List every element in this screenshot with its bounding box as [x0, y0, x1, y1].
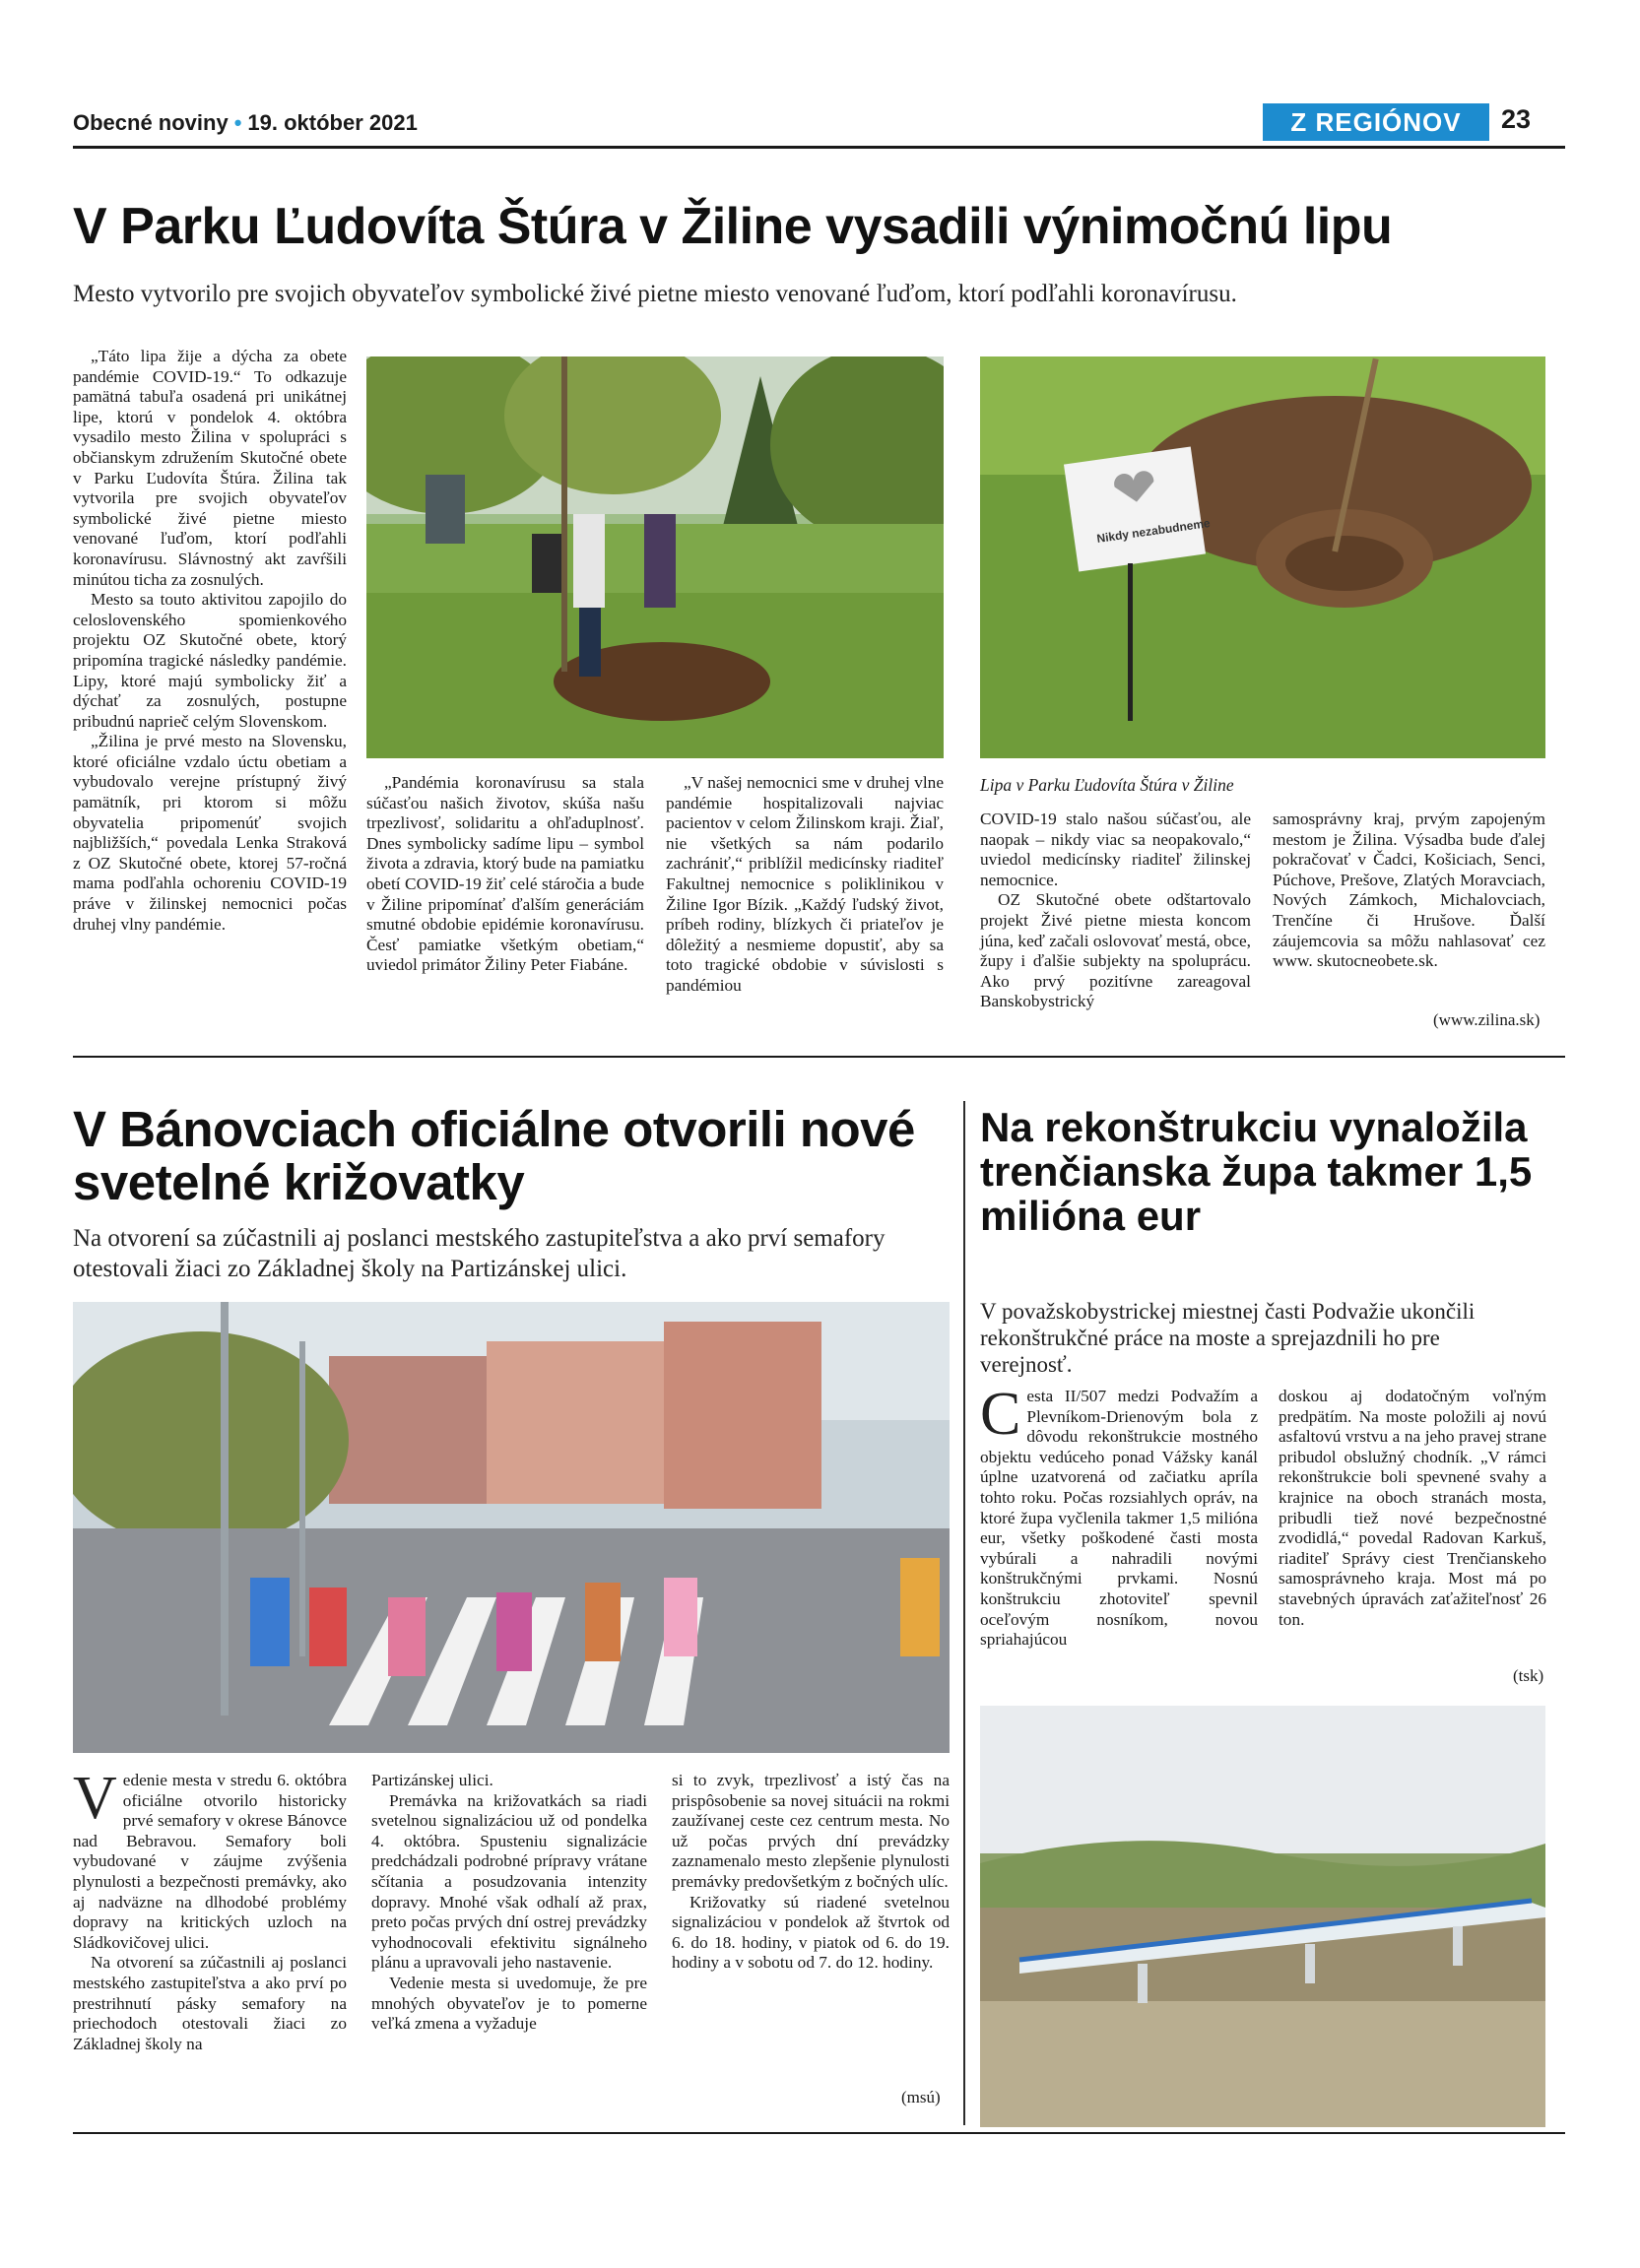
- header-rule: [73, 146, 1565, 149]
- article-banovce-lead: Na otvorení sa zúčastnili aj poslanci mestského zastupiteľstva a ako prví semafory otestovali žiaci zo Základnej školy na Partizánskej ulici.: [73, 1225, 886, 1282]
- paragraph: Križovatky sú riadené svetelnou signalizáciou v pondelok až štvrtok od 6. do 18. hodiny, v piatok od 6. do 19. hodiny a v sobotu od 7. do 12. hodiny.: [672, 1892, 950, 1973]
- article-lipa-column-2: [366, 773, 644, 976]
- article-lipa-column-3: [666, 773, 944, 997]
- dropcap: V: [73, 1765, 117, 1832]
- separator-dot: •: [233, 110, 242, 135]
- photo-pedestrian-crossing: [73, 1302, 950, 1753]
- article-trencin-source: (tsk): [1513, 1666, 1544, 1685]
- paragraph: Partizánskej ulici.: [371, 1771, 493, 1789]
- section-badge: Z REGIÓNOV: [1263, 103, 1489, 141]
- article-banovce-column-2: [371, 1771, 647, 2035]
- article-trencin-title: Na rekonštrukciu vynaložila trenčianska župa takmer 1,5 milióna eur: [980, 1104, 1533, 1239]
- page-number: 23: [1501, 104, 1532, 134]
- dropcap: C: [980, 1381, 1021, 1448]
- article-lipa-column-1: [73, 347, 347, 935]
- article-lipa-column-5: [1273, 810, 1545, 972]
- page-header-publication: [73, 110, 418, 136]
- paragraph: si to zvyk, trpezlivosť a istý čas na prispôsobenie sa novej situácii na rokmi zaužívanej ceste cez centrum mesta. No už počas prvých dní prevádzky zaznamenalo mesto zlepšenie plynulosti premávky predovšetkým z bočných ulíc.: [672, 1771, 950, 1891]
- plaque-text: Nikdy nezabudneme: [1095, 515, 1212, 547]
- article-lipa-title: V Parku Ľudovíta Štúra v Žiline vysadili výnimočnú lipu: [73, 198, 1393, 255]
- column-divider: [963, 1101, 965, 2125]
- footer-rule: [73, 2132, 1565, 2134]
- article-banovce-title: V Bánovciach oficiálne otvorili nové svetelné križovatky: [73, 1101, 915, 1210]
- paragraph: OZ Skutočné obete odštartovalo projekt Živé pietne miesta koncom júna, keď začali oslovovať mestá, obce, župy i ďalšie subjekty na spoluprácu. Ako prvý pozitívne zareagoval Banskobystrický: [980, 890, 1251, 1011]
- paragraph: „Pandémia koronavírusu sa stala súčasťou našich životov, skúša našu trpezlivosť, solidaritu a ohľaduplnosť. Dnes symbolicky sadíme lipu – symbol života a zdravia, ktorý bude na pamiatku obetí COVID-19 žiť celé stáročia a bude v Žiline pripomínať ďalším generáciám smutné obdobie epidémie koronavírusu. Česť pamiatke všetkým obetiam,“ uviedol primátor Žiliny Peter Fiabáne.: [366, 773, 644, 975]
- article-lipa-column-4: [980, 810, 1251, 1012]
- paragraph: „V našej nemocnici sme v druhej vlne pandémie hospitalizovali najviac pacientov v celom Žilinskom kraji. Žiaľ, nie všetkých sa nám podarilo zachrániť,“ priblížil medicínsky riaditeľ Fakultnej nemocnice s poliklinikou v Žiline Igor Bízik. „Každý ľudský život, príbeh rodiny, blízkych či priateľov je dôležitý a nesmieme dopustiť, aby sa toto tragické obdobie v súvislosti s pandémiou: [666, 773, 944, 995]
- paragraph: „Žilina je prvé mesto na Slovensku, ktoré oficiálne vzdalo úctu obetiam a vybudovalo verejne prístupný živý pamätník, pri ktorom si môžu obyvatelia pripomenúť svojich najbližších,“ povedala Lenka Straková z OZ Skutočné obete, ktorej 57-ročná mama podľahla ochoreniu COVID-19 práve v žilinskej nemocnici počas druhej vlny pandémie.: [73, 732, 347, 934]
- article-lipa-source: (www.zilina.sk): [1433, 1010, 1541, 1029]
- photo-tree-planting: [366, 356, 944, 758]
- paragraph: samosprávny kraj, prvým zapojeným mestom je Žilina. Výsadba bude ďalej pokračovať v Čadci, Košiciach, Senci, Púchove, Prešove, Zlatých Moravciach, Nových Zámkoch, Michalovciach, Trenčíne či Hrušove. Ďalší záujemcovia sa môžu nahlasovať cez www. skutocneobete.sk.: [1273, 810, 1545, 971]
- photo-caption: Lipa v Parku Ľudovíta Štúra v Žiline: [980, 775, 1234, 795]
- article-trencin-lead: V považskobystrickej miestnej časti Podvažie ukončili rekonštrukčné práce na moste a sprejazdnili ho pre verejnosť.: [980, 1299, 1476, 1377]
- article-trencin-column-1: [980, 1381, 1258, 1651]
- photo-bridge: [980, 1706, 1545, 2127]
- photo-memorial-plaque: [980, 356, 1545, 758]
- paragraph: COVID-19 stalo našou súčasťou, ale naopak – nikdy viac sa neopakovalo,“ uviedol medicínsky riaditeľ žilinskej nemocnice.: [980, 810, 1251, 889]
- paragraph: Vedenie mesta si uvedomuje, že pre mnohých obyvateľov je to pomerne veľká zmena a vyžaduje: [371, 1973, 647, 2034]
- paragraph: Mesto sa touto aktivitou zapojilo do celoslovenského spomienkového projektu OZ Skutočné obete, ktorý pripomína tragické následky pandémie. Lipy, ktoré majú symbolicky žiť a dýchať za zosnulých, postupne pribudnú naprieč celým Slovenskom.: [73, 590, 347, 731]
- paragraph: edenie mesta v stredu 6. októbra oficiálne otvorilo historicky prvé semafory v okrese Bánovce nad Bebravou. Semafory boli vybudované v záujme zvýšenia plynulosti a bezpečnosti premávky, ako aj nadväzne na dlhodobé problémy dopravy na kritických uzloch na Sládkovičovej ulici.: [73, 1771, 347, 1952]
- paragraph: doskou aj dodatočným voľným predpätím. Na moste položili aj novú asfaltovú vrstvu a na jeho pravej strane pribudol obslužný chodník. „V rámci rekonštrukcie boli spevnené svahy a krajnice na oboch stranách mosta, pribudli tiež nové bezpečnostné zvodidlá,“ povedal Radovan Karkuš, riaditeľ Správy ciest Trenčianskeho samosprávneho kraja. Most má po stavebných úpravách zaťažiteľnosť 26 ton.: [1279, 1387, 1546, 1629]
- paragraph: Premávka na križovatkách sa riadi svetelnou signalizáciou už od pondelka 4. októbra. Spusteniu signalizácie predchádzali podrobné prípravy vrátane sčítania a posudzovania intenzity dopravy. Mnohé však odhalí až prax, preto počas prvých dní ostrej prevádzky vyhodnocovali efektivitu signálneho plánu a upravovali jeho nastavenie.: [371, 1790, 647, 1973]
- issue-date: 19. október 2021: [247, 110, 418, 135]
- paragraph: „Táto lipa žije a dýcha za obete pandémie COVID-19.“ To odkazuje pamätná tabuľa osadená pri unikátnej lipe, ktorú v pondelok 4. októbra vysadilo mesto Žilina v spolupráci s občianskym združením Skutočné obete v Parku Ľudovíta Štúra. Žilina tak vytvorila pre svojich obyvateľov symbolické živé pietne miesto venované ľuďom, ktorí podľahli koronavírusu. Slávnostný akt zavŕšili minútou ticha za zosnulých.: [73, 347, 347, 589]
- article-trencin-column-2: [1279, 1387, 1546, 1630]
- article-banovce-source: (msú): [901, 2088, 941, 2106]
- article-banovce-column-1: [73, 1765, 347, 2054]
- article-divider-rule: [73, 1056, 1565, 1058]
- article-lipa-lead: Mesto vytvorilo pre svojich obyvateľov symbolické živé pietne miesto venované ľuďom, ktorí podľahli koronavírusu.: [73, 281, 1237, 307]
- article-banovce-column-3: [672, 1771, 950, 1974]
- paragraph: Na otvorení sa zúčastnili aj poslanci mestského zastupiteľstva a ako prví po prestrihnutí pásky semafory na priechodoch otestovali žiaci zo Základnej školy na: [73, 1953, 347, 2053]
- paragraph: esta II/507 medzi Podvažím a Plevníkom-Drienovým bola z dôvodu rekonštrukcie mostného objektu vedúceho ponad Vážsky kanál úplne uzatvorená od začiatku apríla tohto roku. Počas rozsiahlych opráv, na ktoré župa vyčlenila takmer 1,5 milióna eur, všetky poškodené časti mosta vybúrali a nahradili novými konštrukčnými prvkami. Nosnú konštrukciu zhotoviteľ spevnil oceľovým nosníkom, novou spriahajúcou: [980, 1387, 1258, 1650]
- publication-name: Obecné noviny: [73, 110, 229, 135]
